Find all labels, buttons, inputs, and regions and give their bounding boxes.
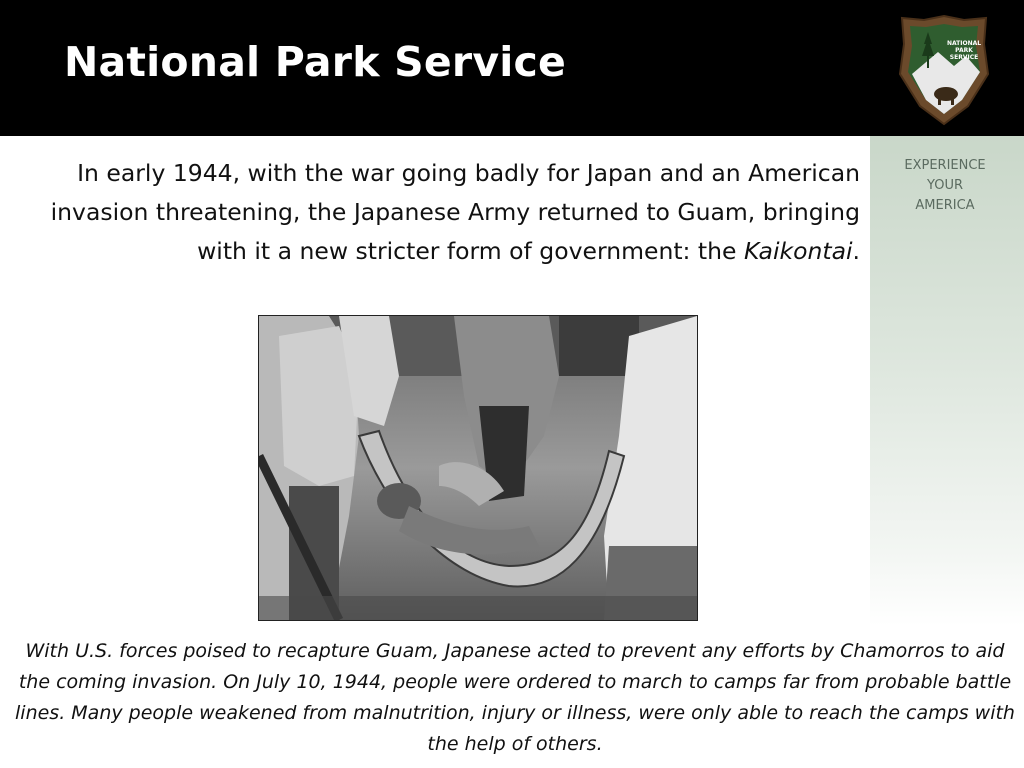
tagline-line: EXPERIENCE	[904, 158, 986, 173]
arrowhead-label-line: NATIONAL	[946, 40, 982, 47]
arrowhead-label-line: SERVICE	[949, 54, 979, 61]
arrowhead-icon	[898, 14, 990, 126]
header-title: National Park Service	[64, 38, 567, 86]
main-paragraph	[40, 154, 860, 271]
arrowhead-label-line: PARK	[955, 47, 973, 54]
stretcher-photo-icon	[259, 316, 697, 620]
tagline-line: YOUR	[926, 178, 963, 193]
experience-your-america-tagline	[870, 156, 1020, 216]
main-paragraph-text: In early 1944, with the war going badly for Japan and an American invasion threatening, the Japanese Army returned to Guam, bringing with it a new stricter form of government: the	[50, 159, 860, 265]
historic-photo	[258, 315, 698, 621]
side-panel	[870, 136, 1024, 626]
tagline-line: AMERICA	[915, 198, 975, 213]
nps-arrowhead-logo	[898, 14, 990, 126]
arrowhead-label	[942, 40, 986, 61]
photo-caption: With U.S. forces poised to recapture Guam, Japanese acted to prevent any efforts by Chamorros to aid the coming invasion. On July 10, 1944, people were ordered to march to camps far from probable battle lines. Many people weakened from malnutrition, injury or illness, were only able to reach the camps with the help of others.	[15, 640, 1015, 755]
main-paragraph-end: .	[852, 237, 860, 265]
header-bar	[0, 0, 1024, 136]
kaikontai-term: Kaikontai	[743, 237, 853, 265]
